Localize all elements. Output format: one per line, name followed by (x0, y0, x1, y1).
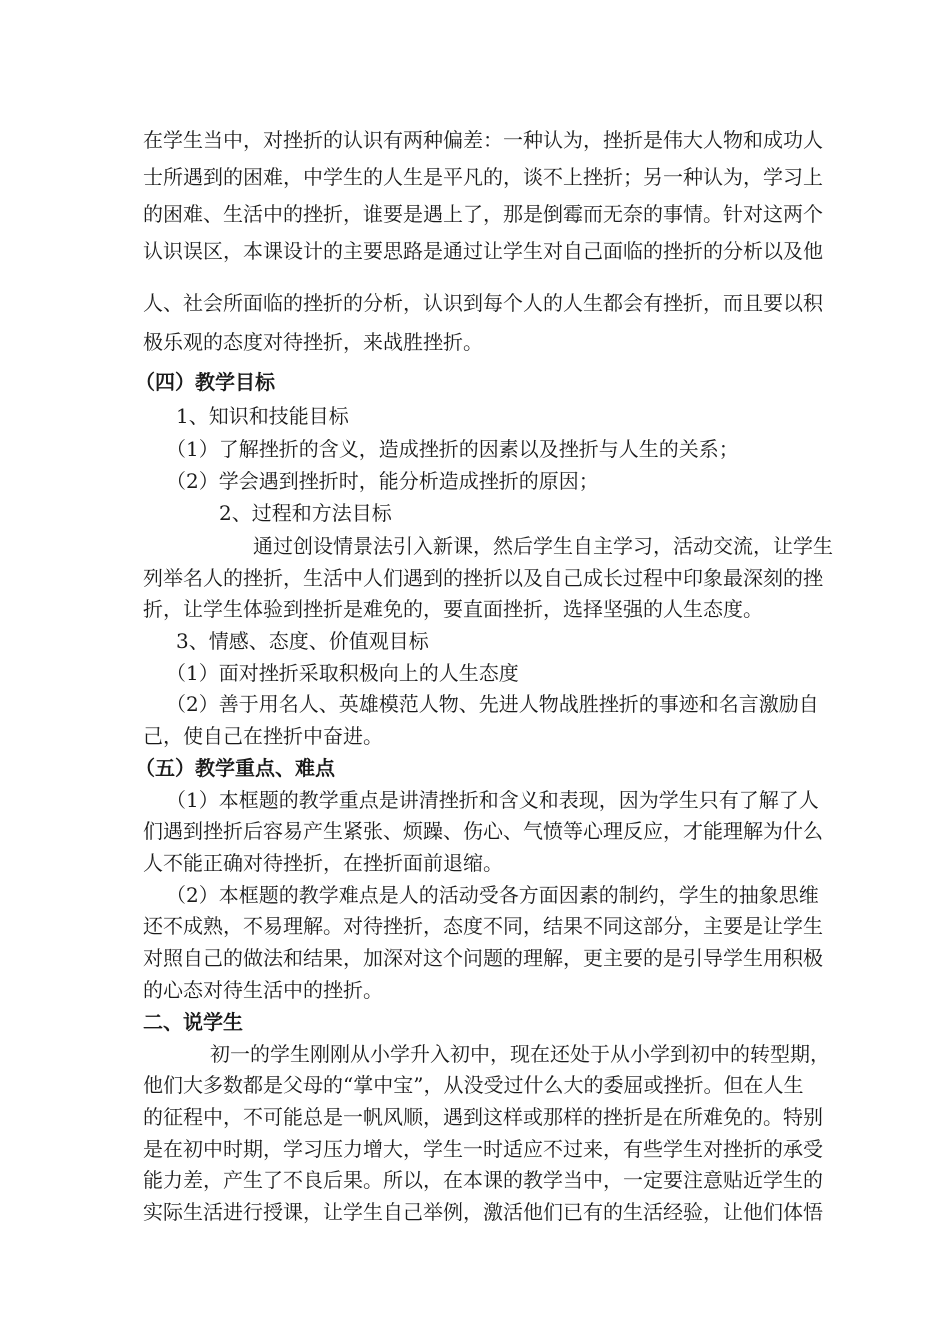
section-heading-teaching-goals: （四）教学目标 (135, 370, 275, 394)
section-heading-key-points: （五）教学重点、难点 (135, 756, 335, 780)
goal-item: （2）学会遇到挫折时，能分析造成挫折的原因； (166, 469, 599, 493)
students-paragraph-line: 初一的学生刚刚从小学升入初中，现在还处于从小学到初中的转型期， (210, 1042, 830, 1066)
key-point-line: （1）本框题的教学重点是讲清挫折和含义和表现，因为学生只有了解了人 (166, 788, 819, 812)
section-heading-students: 二、说学生 (143, 1010, 243, 1034)
students-paragraph-line: 的征程中，不可能总是一帆风顺，遇到这样或那样的挫折是在所难免的。特别 (143, 1105, 823, 1129)
key-point-line: 对照自己的做法和结果，加深对这个问题的理解，更主要的是引导学生用积极 (143, 946, 823, 970)
students-paragraph-line: 能力差，产生了不良后果。所以，在本课的教学当中，一定要注意贴近学生的 (143, 1168, 823, 1192)
goal-title-emotion: 3、情感、态度、价值观目标 (176, 629, 429, 653)
intro-line: 认识误区，本课设计的主要思路是通过让学生对自己面临的挫折的分析以及他 (143, 239, 823, 263)
intro-line: 在学生当中，对挫折的认识有两种偏差：一种认为，挫折是伟大人物和成功人 (143, 128, 823, 152)
key-point-line: 们遇到挫折后容易产生紧张、烦躁、伤心、气愤等心理反应，才能理解为什么 (143, 819, 823, 843)
goal-item: 己，使自己在挫折中奋进。 (143, 724, 383, 748)
intro-line: 人、社会所面临的挫折的分析，认识到每个人的人生都会有挫折，而且要以积 (143, 291, 823, 315)
students-paragraph-line: 他们大多数都是父母的“掌中宝”，从没受过什么大的委屈或挫折。但在人生 (143, 1073, 804, 1097)
goal-item: （2）善于用名人、英雄模范人物、先进人物战胜挫折的事迹和名言激励自 (166, 692, 819, 716)
key-point-line: 还不成熟，不易理解。对待挫折，态度不同，结果不同这部分，主要是让学生 (143, 914, 823, 938)
goal-title-knowledge: 1、知识和技能目标 (176, 404, 349, 428)
intro-line: 极乐观的态度对待挫折，来战胜挫折。 (143, 330, 483, 354)
students-paragraph-line: 实际生活进行授课，让学生自己举例，激活他们已有的生活经验，让他们体悟 (143, 1200, 823, 1224)
key-point-line: （2）本框题的教学难点是人的活动受各方面因素的制约，学生的抽象思维 (166, 883, 819, 907)
goal-item: （1）了解挫折的含义，造成挫折的因素以及挫折与人生的关系； (166, 437, 739, 461)
intro-line: 的困难、生活中的挫折，谁要是遇上了，那是倒霉而无奈的事情。针对这两个 (143, 202, 823, 226)
key-point-line: 的心态对待生活中的挫折。 (143, 978, 383, 1002)
students-paragraph-line: 是在初中时期，学习压力增大，学生一时适应不过来，有些学生对挫折的承受 (143, 1137, 823, 1161)
key-point-line: 人不能正确对待挫折，在挫折面前退缩。 (143, 851, 503, 875)
goal-paragraph-line: 折，让学生体验到挫折是难免的，要直面挫折，选择坚强的人生态度。 (143, 597, 763, 621)
goal-title-process: 2、过程和方法目标 (219, 501, 392, 525)
intro-line: 士所遇到的困难，中学生的人生是平凡的，谈不上挫折；另一种认为，学习上 (143, 165, 823, 189)
goal-paragraph-line: 通过创设情景法引入新课，然后学生自主学习，活动交流，让学生 (253, 534, 833, 558)
goal-paragraph-line: 列举名人的挫折，生活中人们遇到的挫折以及自己成长过程中印象最深刻的挫 (143, 566, 823, 590)
goal-item: （1）面对挫折采取积极向上的人生态度 (166, 661, 519, 685)
